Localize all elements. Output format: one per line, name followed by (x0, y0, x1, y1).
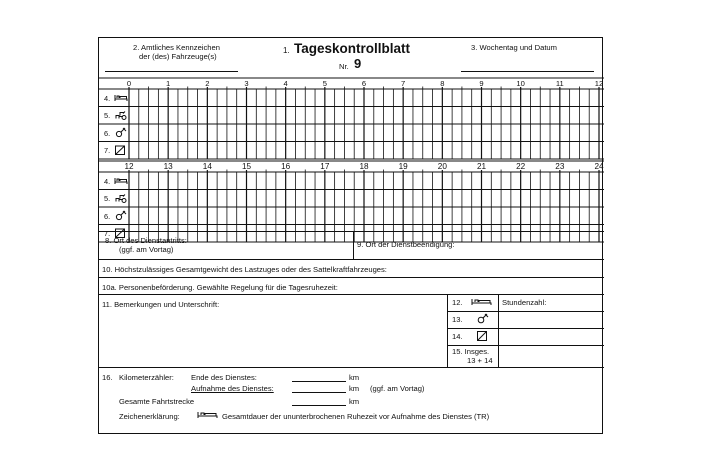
aufnahme-km-unit: km (349, 384, 360, 393)
bottom-hour-label: 19 (398, 161, 408, 171)
bottom-row-label: 6. (104, 211, 111, 221)
section8-label: 8. Ort des Dienstantritts: (105, 236, 187, 245)
divider (99, 231, 604, 232)
top-hour-label: 4 (283, 78, 288, 88)
summary-row15-sublabel: 13 + 14 (467, 356, 493, 365)
top-row-label: 5. (104, 111, 111, 120)
summary-divider (498, 294, 499, 367)
divider (99, 294, 604, 295)
bottom-hour-label: 16 (281, 161, 291, 171)
summary-row14-label: 14. (452, 332, 463, 341)
field3-label: 3. Wochentag und Datum (471, 43, 557, 52)
bed-icon (115, 178, 127, 184)
section16-number: 16. (102, 373, 113, 382)
ende-km-input[interactable] (292, 381, 346, 382)
section8-sublabel: (ggf. am Vortag) (119, 245, 174, 254)
section10a-label: 10a. Personenbeförderung. Gewählte Regelung für die Tagesruhezeit: (102, 283, 338, 292)
top-hour-label: 12 (594, 78, 604, 88)
summary-row-line (447, 328, 604, 329)
gesamt-label: Gesamte Fahrtstrecke (119, 397, 195, 406)
section10-label: 10. Höchstzulässiges Gesamtgewicht des Lastzuges oder des Sattelkraftfahrzeuges: (102, 265, 387, 274)
bottom-row-label: 5. (104, 194, 111, 203)
bottom-hour-label: 17 (320, 161, 330, 171)
page-title: Tageskontrollblatt (294, 41, 411, 56)
bottom-hour-label: 21 (476, 161, 487, 171)
wheel-icon (116, 195, 126, 203)
section16-label: Kilometerzähler: (119, 373, 174, 382)
title-number: 1. (283, 46, 290, 55)
summary-divider (447, 294, 448, 367)
top-hour-label: 1 (166, 78, 171, 88)
gesamt-km-input[interactable] (292, 405, 346, 406)
nr-label: Nr. (339, 62, 349, 71)
bottom-hour-label: 13 (163, 161, 173, 171)
top-hour-label: 0 (126, 78, 132, 88)
slash-box-icon (116, 146, 125, 155)
field2-label-line2: der (des) Fahrzeuge(s) (139, 52, 217, 61)
top-row-label: 7. (104, 146, 111, 155)
bed-icon (197, 410, 219, 420)
divider (99, 259, 604, 260)
bottom-hour-label: 15 (241, 161, 252, 171)
summary-row-line (447, 345, 604, 346)
top-hour-label: 8 (440, 78, 445, 88)
section9-label: 9. Ort der Dienstbeendigung: (357, 240, 455, 249)
divider (353, 231, 354, 259)
hammer-icon (477, 313, 489, 325)
gesamt-km-unit: km (349, 397, 360, 406)
bed-icon (115, 95, 127, 101)
bottom-row-label: 4. (104, 176, 111, 186)
bottom-hour-label: 22 (516, 161, 526, 171)
top-row-label: 4. (104, 93, 111, 103)
stundenzahl-label: Stundenzahl: (502, 298, 547, 307)
bottom-row-label: 7. (104, 229, 111, 238)
ende-label: Ende des Dienstes: (191, 373, 257, 382)
top-hour-label: 7 (401, 78, 406, 88)
ende-km-unit: km (349, 373, 360, 382)
bottom-hour-label: 12 (124, 161, 134, 171)
hammer-icon (116, 211, 126, 220)
aufnahme-km-input[interactable] (292, 392, 346, 393)
summary-row15-label: 15. Insges. (452, 347, 490, 356)
divider (99, 277, 604, 278)
bottom-hour-label: 18 (359, 161, 369, 171)
bottom-hour-label: 20 (437, 161, 447, 171)
bottom-hour-label: 14 (202, 161, 212, 171)
bed-icon (471, 297, 493, 307)
summary-row-line (447, 311, 604, 312)
aufnahme-label: Aufnahme des Dienstes: (191, 384, 274, 393)
slash-box-icon (477, 331, 488, 342)
top-hour-label: 6 (361, 78, 367, 88)
tageskontrollblatt-form (98, 37, 603, 434)
top-hour-label: 2 (205, 78, 210, 88)
top-hour-label: 5 (322, 78, 327, 88)
bottom-hour-label: 24 (594, 161, 604, 171)
hammer-icon (116, 128, 126, 137)
top-row-label: 6. (104, 128, 111, 138)
field2-label-line1: 2. Amtliches Kennzeichen (133, 43, 220, 52)
aufnahme-note: (ggf. am Vortag) (370, 384, 425, 393)
top-hour-label: 11 (555, 78, 564, 88)
summary-row13-label: 13. (452, 315, 463, 324)
divider (99, 367, 604, 368)
top-hour-label: 9 (479, 78, 484, 88)
legend-label: Zeichenerklärung: (119, 412, 180, 421)
wheel-icon (116, 112, 126, 120)
legend-text: Gesamtdauer der ununterbrochenen Ruhezeit vor Aufnahme des Dienstes (TR) (222, 412, 490, 421)
nr-value: 9 (354, 56, 362, 71)
section11-label: 11. Bemerkungen und Unterschrift: (102, 300, 220, 309)
top-hour-label: 10 (516, 78, 525, 88)
summary-row12-label: 12. (452, 298, 463, 307)
top-hour-label: 3 (244, 78, 249, 88)
bottom-hour-label: 23 (555, 161, 565, 171)
